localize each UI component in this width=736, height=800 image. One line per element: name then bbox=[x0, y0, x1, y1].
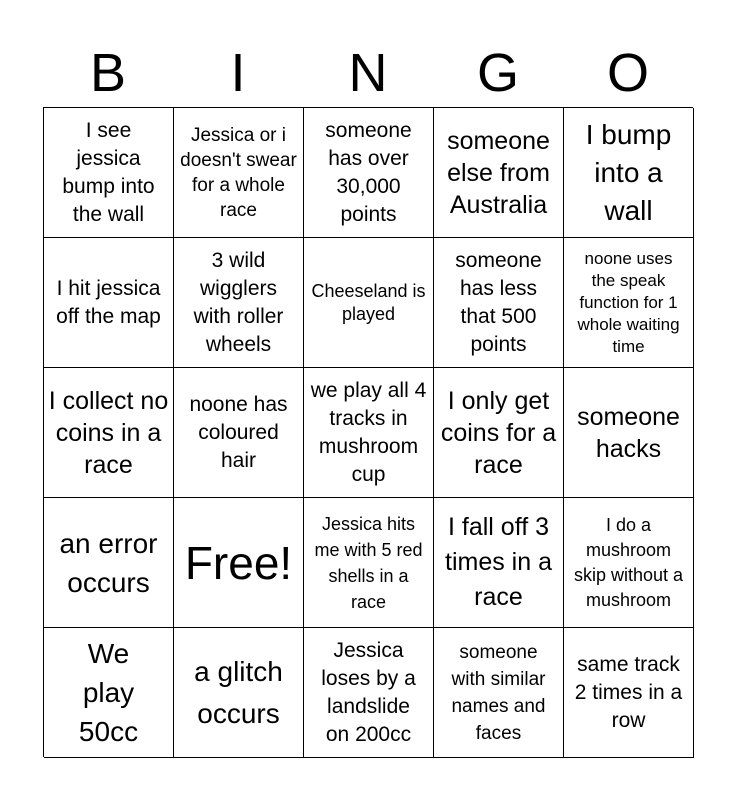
bingo-cell-r2c3[interactable] bbox=[304, 238, 434, 368]
free-space: Free! bbox=[184, 536, 293, 589]
bingo-cell-r3c2[interactable] bbox=[174, 368, 304, 498]
header-letter-i: I bbox=[230, 43, 246, 103]
cell-text: an error occurs bbox=[59, 527, 158, 598]
header-letter-g: G bbox=[476, 43, 519, 103]
bingo-cell-r1c1[interactable] bbox=[44, 108, 174, 238]
bingo-cell-r2c1[interactable] bbox=[44, 238, 174, 368]
cell-text: someone hacks bbox=[577, 402, 680, 463]
bingo-grid bbox=[43, 107, 693, 757]
bingo-cell-r1c5[interactable] bbox=[564, 108, 694, 238]
header-letter-o: O bbox=[606, 43, 649, 103]
bingo-cell-r4c1[interactable] bbox=[44, 498, 174, 628]
cell-text: someone has less that 500 points bbox=[455, 248, 542, 356]
bingo-cell-r3c1[interactable] bbox=[44, 368, 174, 498]
bingo-cell-r4c3[interactable] bbox=[304, 498, 434, 628]
bingo-cell-r1c4[interactable] bbox=[434, 108, 564, 238]
cell-text: same track 2 times in a row bbox=[574, 652, 683, 732]
bingo-cell-r3c3[interactable] bbox=[304, 368, 434, 498]
cell-text: Jessica hits me with 5 red shells in a race bbox=[314, 513, 423, 612]
bingo-cell-r5c3[interactable] bbox=[304, 628, 434, 758]
cell-text: Jessica loses by a landslide on 200cc bbox=[321, 638, 416, 746]
bingo-cell-r3c4[interactable] bbox=[434, 368, 564, 498]
cell-text: I do a mushroom skip without a mushroom bbox=[573, 514, 684, 610]
cell-text: I bump into a wall bbox=[585, 118, 672, 226]
cell-text: a glitch occurs bbox=[194, 655, 283, 729]
cell-text: Cheeseland is played bbox=[311, 280, 426, 324]
cell-text: someone has over 30,000 points bbox=[325, 118, 412, 226]
bingo-cell-r5c5[interactable] bbox=[564, 628, 694, 758]
cell-text: I hit jessica off the map bbox=[56, 276, 161, 328]
cell-text: 3 wild wigglers with roller wheels bbox=[193, 248, 284, 356]
bingo-cell-r5c1[interactable] bbox=[44, 628, 174, 758]
bingo-cell-r5c4[interactable] bbox=[434, 628, 564, 758]
bingo-cell-r2c5[interactable] bbox=[564, 238, 694, 368]
bingo-cell-r3c5[interactable] bbox=[564, 368, 694, 498]
cell-text: I fall off 3 times in a race bbox=[445, 513, 552, 611]
cell-text: we play all 4 tracks in mushroom cup bbox=[310, 378, 427, 486]
bingo-cell-r4c4[interactable] bbox=[434, 498, 564, 628]
bingo-cell-r1c2[interactable] bbox=[174, 108, 304, 238]
cell-text: noone has coloured hair bbox=[189, 392, 288, 472]
cell-text: I collect no coins in a race bbox=[48, 386, 169, 479]
cell-text: I see jessica bump into the wall bbox=[62, 118, 155, 226]
bingo-cell-r4c2[interactable] bbox=[174, 498, 304, 628]
cell-text: noone uses the speak function for 1 whole waiting time bbox=[577, 248, 680, 356]
cell-text: We play 50cc bbox=[78, 638, 139, 747]
bingo-cell-r2c2[interactable] bbox=[174, 238, 304, 368]
cell-text: someone else from Australia bbox=[447, 126, 550, 219]
cell-text: Jessica or i doesn't swear for a whole race bbox=[180, 124, 297, 221]
bingo-header bbox=[43, 40, 693, 106]
header-letter-b: B bbox=[89, 43, 127, 103]
header-letter-n: N bbox=[348, 43, 388, 103]
bingo-cell-r2c4[interactable] bbox=[434, 238, 564, 368]
bingo-cell-r1c3[interactable] bbox=[304, 108, 434, 238]
bingo-cell-r5c2[interactable] bbox=[174, 628, 304, 758]
cell-text: someone with similar names and faces bbox=[451, 641, 546, 744]
bingo-cell-r4c5[interactable] bbox=[564, 498, 694, 628]
cell-text: I only get coins for a race bbox=[440, 386, 557, 479]
